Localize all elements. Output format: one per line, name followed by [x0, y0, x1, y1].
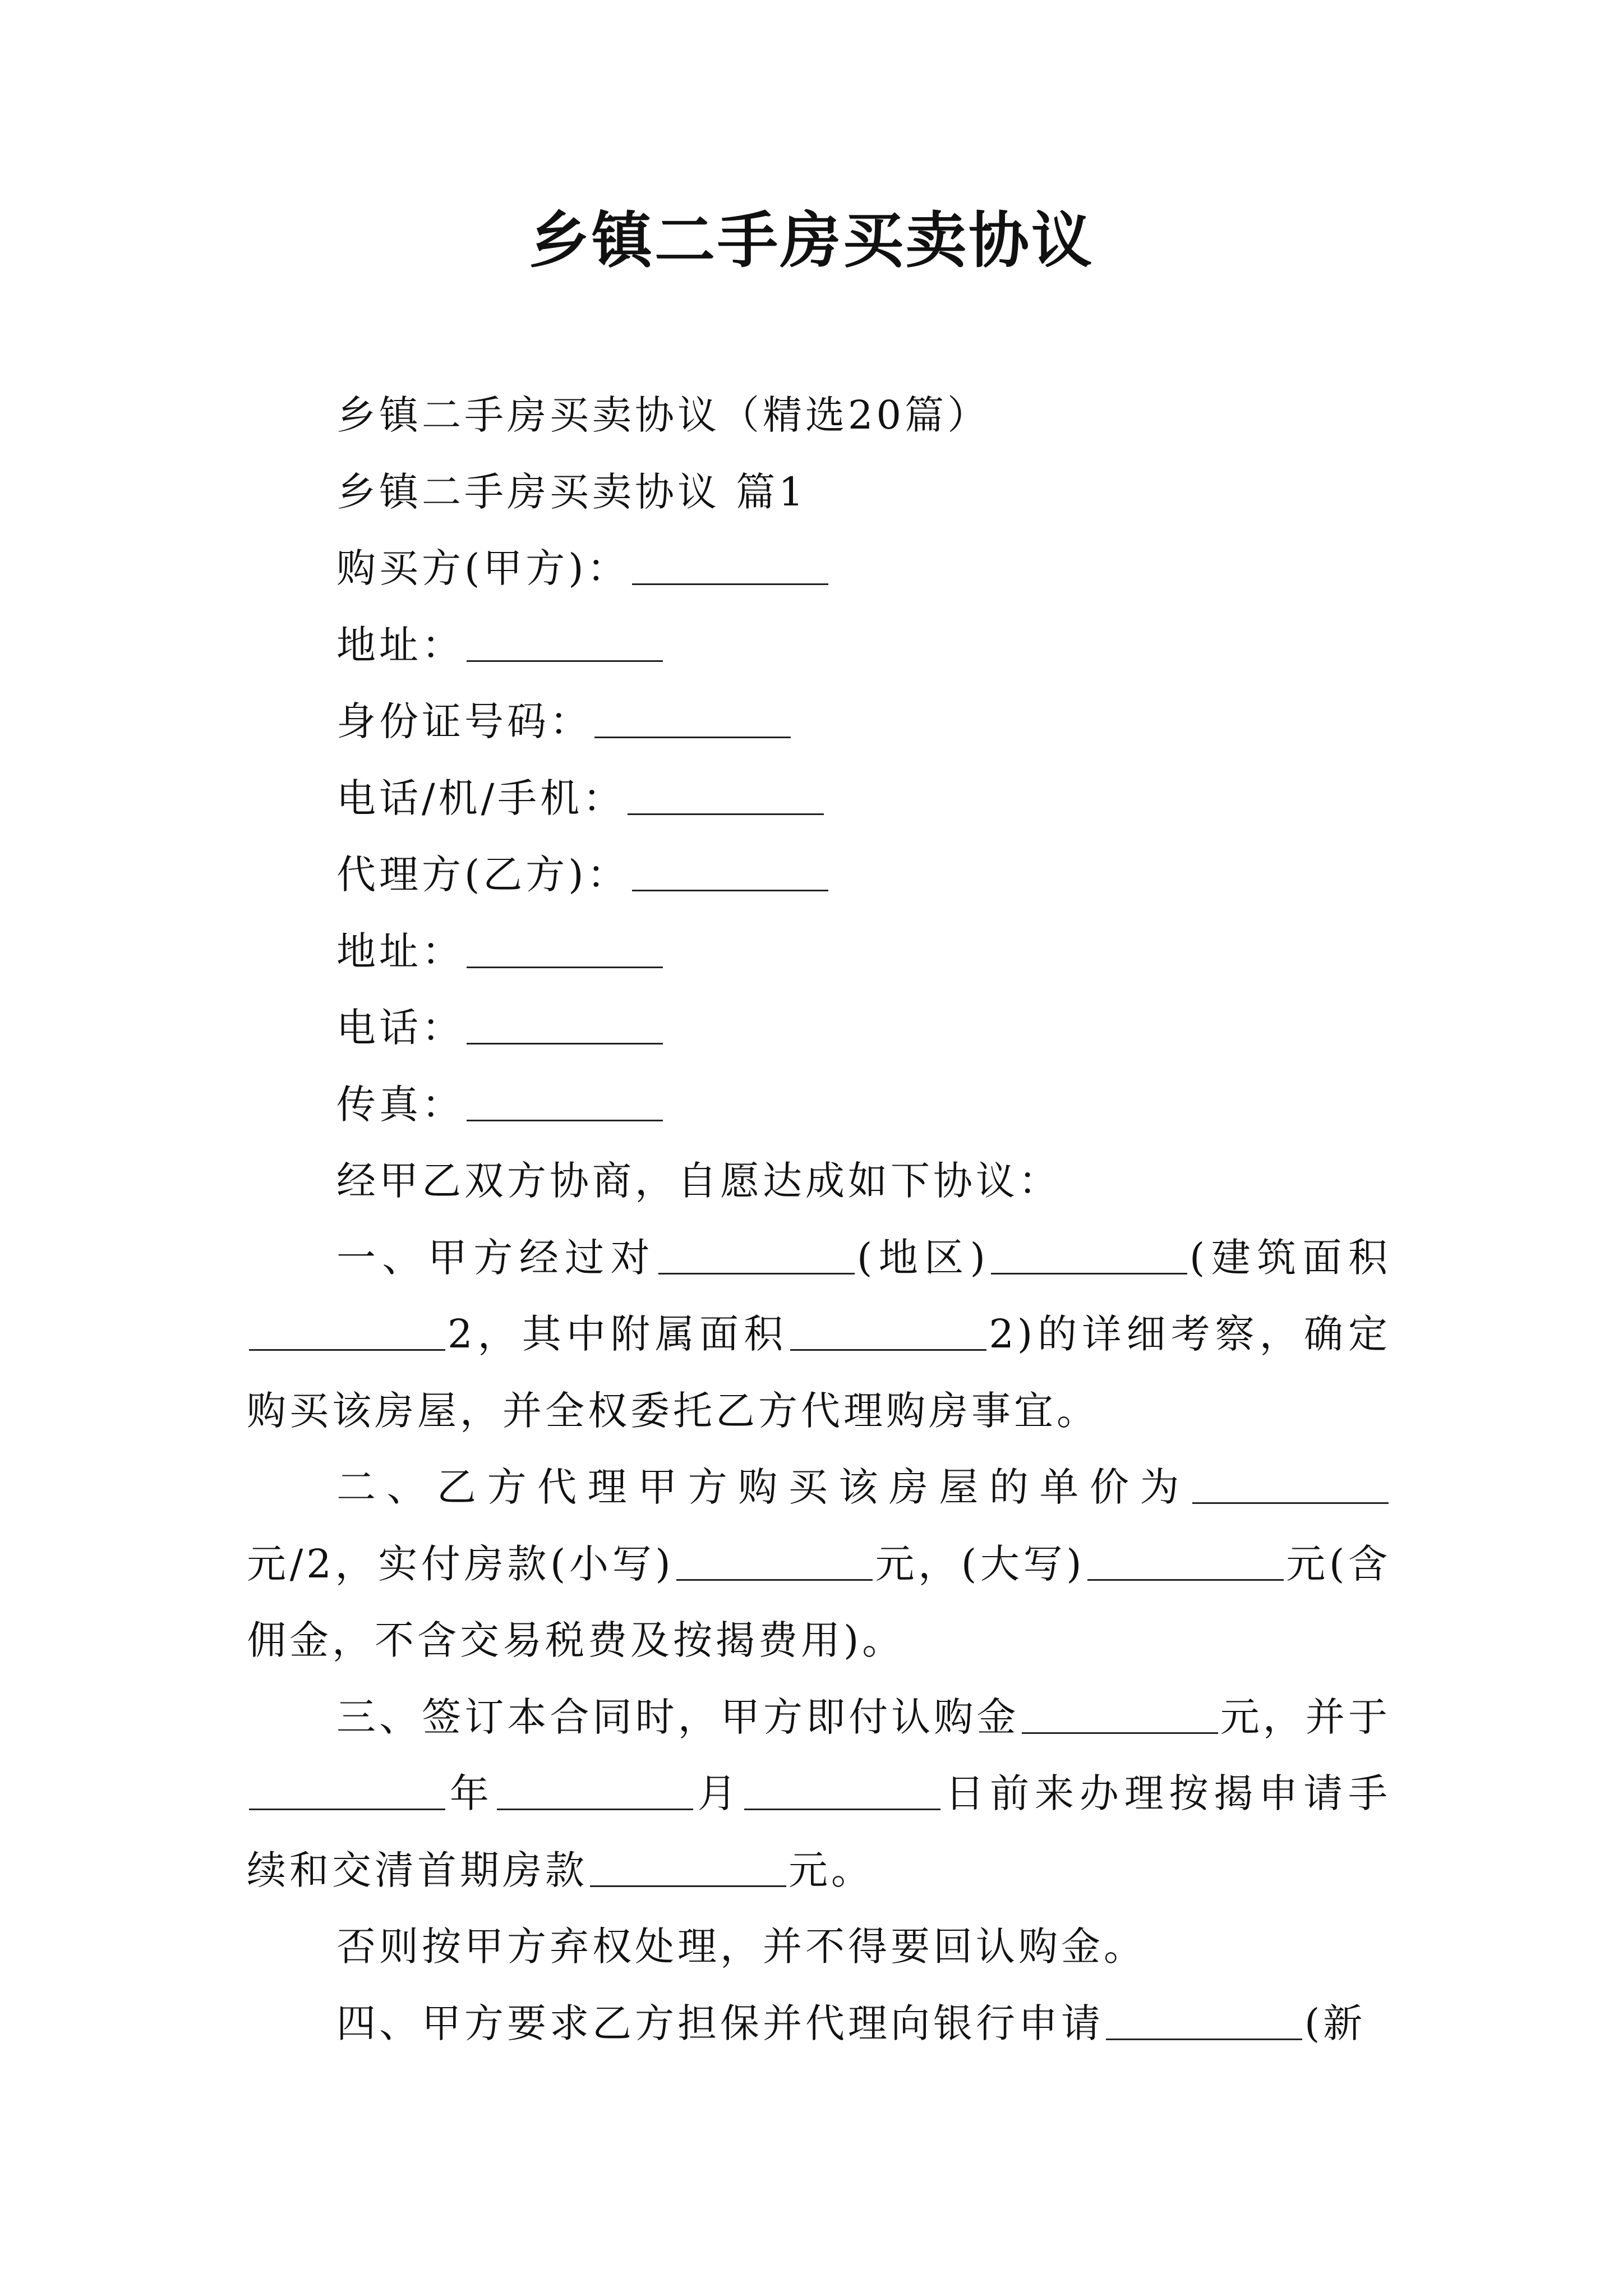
clause-4-text-b: (新: [1304, 2000, 1366, 2046]
clause-1-blank-location: [991, 1239, 1187, 1274]
document-body: [247, 377, 1391, 2062]
buyer-address-blank: [467, 627, 663, 662]
agent-phone-field: [247, 990, 1391, 1066]
clause-3-blank-year: [249, 1775, 445, 1810]
agent-fax-blank: [467, 1086, 663, 1121]
id-number-label: 身份证号码：: [336, 698, 592, 744]
agent-label: 代理方(乙方)：: [336, 852, 630, 898]
clause-3-text-a: 三、签订本合同时，甲方即付认购金: [336, 1694, 1020, 1740]
clause-2-blank-amount-figures: [676, 1545, 873, 1581]
buyer-phone-blank: [628, 780, 824, 815]
clause-3-note: 否则按甲方弃权处理，并不得要回认购金。: [336, 1924, 1146, 1970]
clause-3-text-d: 月: [695, 1770, 743, 1816]
agent-address-label: 地址：: [336, 928, 464, 974]
clause-2-text-c: 元，(大写): [874, 1540, 1085, 1587]
clause-2-blank-unit-price: [1192, 1469, 1389, 1504]
clause-3-blank-month: [497, 1775, 693, 1810]
agent-fax-label: 传真：: [336, 1081, 464, 1128]
buyer-phone-field: [247, 760, 1391, 837]
clause-1-text-a: 一、甲方经过对: [336, 1234, 657, 1281]
agent-phone-label: 电话：: [336, 1005, 464, 1051]
buyer-label: 购买方(甲方)：: [336, 545, 630, 591]
buyer-address-field: [247, 607, 1391, 684]
clause-2-blank-amount-words: [1087, 1545, 1284, 1581]
clause-1-text-d: 2，其中附属面积: [448, 1311, 789, 1357]
clause-2-text-a: 二、乙方代理甲方购买该房屋的单价为: [336, 1464, 1190, 1510]
agent-address-field: [247, 913, 1391, 990]
clause-2-text-d: 元(含佣金，不含交易税费及按揭费用)。: [247, 1540, 1391, 1663]
id-number-field: [247, 683, 1391, 760]
section-heading: 乡镇二手房买卖协议 篇1: [336, 468, 807, 515]
buyer-address-label: 地址：: [336, 622, 464, 668]
clause-3: [247, 1679, 1391, 1909]
document-subtitle: 乡镇二手房买卖协议（精选20篇）: [336, 392, 990, 438]
clause-3-blank-down-payment: [590, 1852, 786, 1887]
clause-1-blank-attached-area: [790, 1315, 986, 1351]
buyer-field: [247, 530, 1391, 607]
clause-1-text-b: (地区): [857, 1234, 989, 1281]
agent-phone-blank: [467, 1009, 663, 1045]
clause-4-text-a: 四、甲方要求乙方担保并代理向银行申请: [336, 2000, 1104, 2046]
clause-1-blank-area: [658, 1239, 855, 1274]
clause-1-text-e: 2)的详细考察，确定购买该房屋，并全权委托乙方代理购房事宜。: [247, 1311, 1391, 1434]
clause-3-text-b: 元，并于: [1220, 1694, 1391, 1740]
clause-3-text-c: 年: [448, 1770, 495, 1816]
clause-1: [247, 1220, 1391, 1450]
clause-1-text-c: (建筑面积: [1189, 1234, 1391, 1281]
agent-blank: [632, 856, 828, 891]
clause-3-blank-deposit: [1022, 1699, 1218, 1734]
clause-4-blank-loan: [1106, 2005, 1302, 2040]
clause-2: [247, 1449, 1391, 1679]
agent-address-blank: [467, 933, 663, 968]
agent-fax-field: [247, 1066, 1391, 1143]
intro-paragraph: 经甲乙双方协商，自愿达成如下协议：: [336, 1158, 1061, 1204]
agent-field: [247, 836, 1391, 913]
id-number-blank: [594, 703, 791, 738]
clause-3-blank-day: [744, 1775, 940, 1810]
buyer-phone-label: 电话/机/手机：: [336, 775, 626, 821]
buyer-blank: [632, 550, 828, 585]
clause-4: [247, 1985, 1391, 2062]
clause-1-blank-building-area: [249, 1315, 445, 1351]
clause-3-text-f: 元。: [789, 1847, 874, 1893]
clause-3-text-e: 日前来办理按揭申请手续和交清首期房款: [247, 1770, 1391, 1893]
document-title: 乡镇二手房买卖协议: [528, 206, 1094, 276]
clause-2-text-b: 元/2，实付房款(小写): [247, 1540, 674, 1587]
